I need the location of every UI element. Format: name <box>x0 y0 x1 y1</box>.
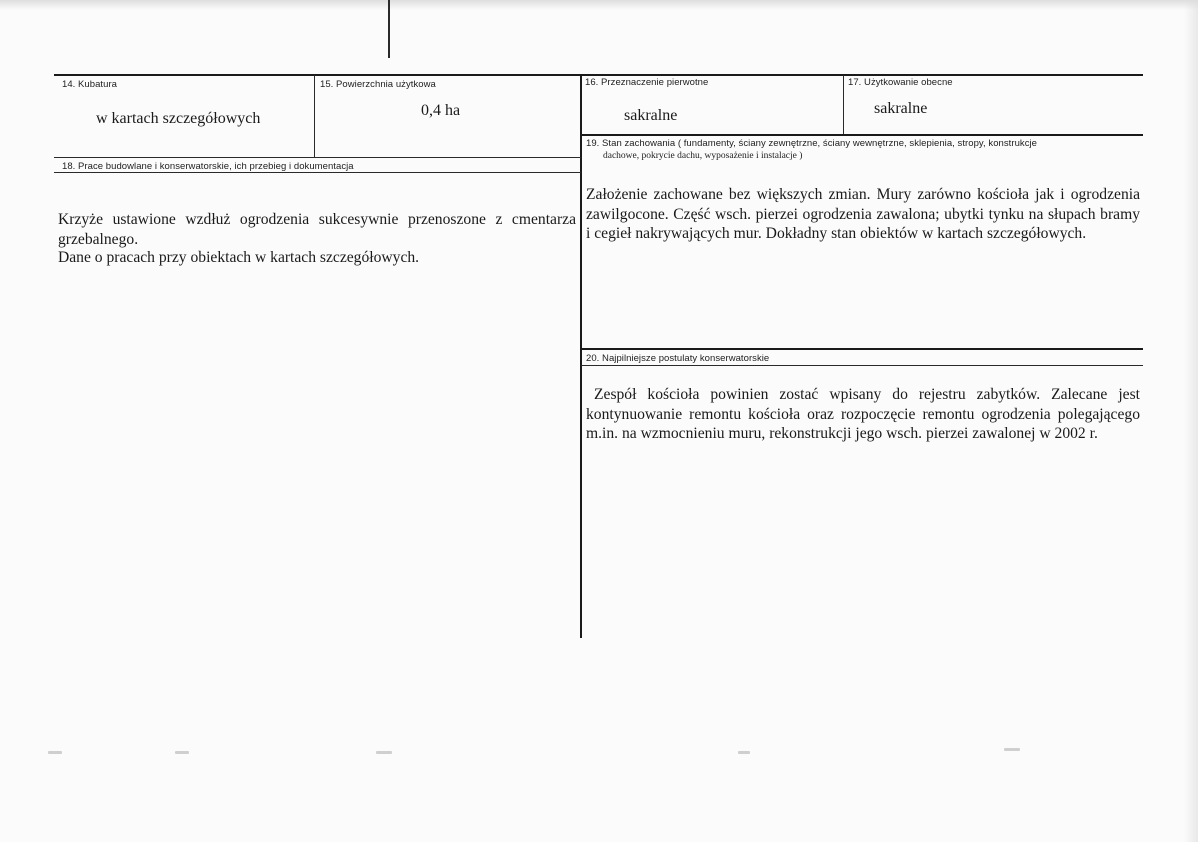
top-divider-line <box>388 0 390 58</box>
scan-artifact <box>175 751 189 754</box>
field-20-text: Zespół kościoła powinien zostać wpisany do rejestru zabytków. Zalecane jest kontynuowanie remontu kościoła oraz rozpoczęcie remontu ogrodzenia polegającego m.in. na wzmocnieniu muru, rekonstrukcji jego wsch. pierzei zawalonej w 2002 r. <box>586 386 1140 442</box>
border-above-20 <box>581 348 1143 350</box>
field-18-label: 18. Prace budowlane i konserwatorskie, ich przebieg i dokumentacja <box>62 161 354 172</box>
field-14-label: 14. Kubatura <box>62 79 118 90</box>
divider-14-15 <box>314 75 315 157</box>
border-below-20-label <box>581 365 1143 366</box>
field-19-label: 19. Stan zachowania ( fundamenty, ściany zewnętrzne, ściany wewnętrzne, sklepienia, stropy, konstrukcje <box>586 138 1037 149</box>
border-above-19 <box>581 134 1143 136</box>
scan-artifact <box>738 751 750 754</box>
field-18-text-line2: Dane o pracach przy obiektach w kartach szczegółowych. <box>58 249 420 266</box>
scan-artifact <box>1004 748 1020 751</box>
field-20-label: 20. Najpilniejsze postulaty konserwatorskie <box>586 353 770 364</box>
field-15-label: 15. Powierzchnia użytkowa <box>320 79 436 90</box>
scan-artifact <box>48 751 62 754</box>
field-14-value: w kartach szczegółowych <box>96 110 261 127</box>
scan-shadow-top <box>0 0 1198 10</box>
scan-shadow-right <box>1184 0 1198 842</box>
form-top-border <box>54 74 1143 76</box>
field-17-label: 17. Użytkowanie obecne <box>848 77 953 88</box>
field-17-value: sakralne <box>874 100 928 117</box>
field-16-label: 16. Przeznaczenie pierwotne <box>585 77 709 88</box>
scan-artifact <box>376 751 392 754</box>
center-divider <box>580 75 582 638</box>
field-15-value: 0,4 ha <box>421 102 461 119</box>
field-18-text-line1: Krzyże ustawione wzdłuż ogrodzenia sukcesywnie przenoszone z cmentarza grzebalnego. <box>58 211 576 248</box>
border-above-18 <box>54 157 581 158</box>
field-19-label-continued: dachowe, pokrycie dachu, wyposażenie i instalacje ) <box>603 151 803 161</box>
divider-16-17 <box>843 75 844 135</box>
field-16-value: sakralne <box>624 107 678 124</box>
border-below-18-label <box>54 172 581 173</box>
field-19-text: Założenie zachowane bez większych zmian. Mury zarówno kościoła jak i ogrodzenia zawilgocone. Część wsch. pierzei ogrodzenia zawalona; ubytki tynku na słupach bramy i cegieł nakrywających mur. Dokładny stan obiektów w kartach szczegółowych. <box>586 186 1140 242</box>
